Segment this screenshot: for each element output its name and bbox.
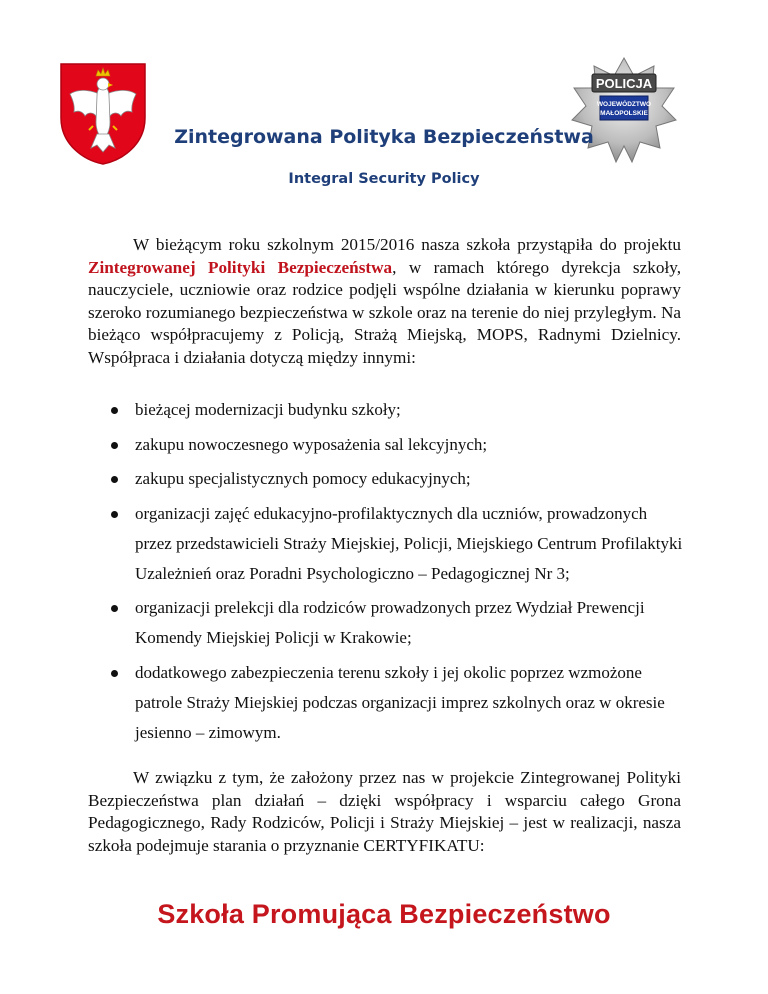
badge-line2-text: MAŁOPOLSKIE [600, 110, 648, 117]
coat-of-arms-logo [57, 60, 149, 166]
list-item: zakupu specjalistycznych pomocy edukacyjnych; [88, 464, 688, 494]
intro-text-part2: , w ramach którego dyrekcja szkoły, nauczyciele, uczniowie oraz rodzice podjęli wspólne działania w kierunku poprawy szeroko rozumianego bezpieczeństwa w szkole oraz na terenie do niej przyległym. Na bieżąco współpracujemy z Policją, Strażą Miejską, MOPS, Radnymi Dzielnicy. Współpraca i działania dotyczą między innymi: [88, 257, 681, 367]
closing-text: W związku z tym, że założony przez nas w projekcie Zintegrowanej Polityki Bezpieczeństwa plan działań – dzięki współpracy i wsparciu całego Grona Pedagogicznego, Rady Rodziców, Policji i Straży Miejskiej – jest w realizacji, nasza szkoła podejmuje starania o przyznanie CERTYFIKATU: [88, 768, 681, 855]
intro-text-part1: W bieżącym roku szkolnym 2015/2016 nasza szkoła przystąpiła do projektu [133, 235, 681, 254]
page-title: Zintegrowana Polityka Bezpieczeństwa [174, 126, 594, 148]
intro-paragraph [88, 234, 681, 370]
list-item: dodatkowego zabezpieczenia terenu szkoły i jej okolic poprzez wzmożone patrole Straży Miejskiej podczas organizacji imprez szkolnych oraz w okresie jesienno – zimowym. [88, 658, 688, 748]
closing-paragraph [88, 767, 681, 857]
list-item: organizacji zajęć edukacyjno-profilaktycznych dla uczniów, prowadzonych przez przedstawicieli Straży Miejskiej, Policji, Miejskiego Centrum Profilaktyki Uzależnień oraz Poradni Psychologiczno – Pedagogicznej Nr 3; [88, 499, 688, 589]
intro-highlight: Zintegrowanej Polityki Bezpieczeństwa [88, 257, 393, 277]
activities-list [88, 395, 688, 752]
badge-top-text: POLICJA [595, 76, 653, 91]
list-item: zakupu nowoczesnego wyposażenia sal lekcyjnych; [88, 430, 688, 460]
page-subtitle: Integral Security Policy [288, 171, 480, 187]
list-item: bieżącej modernizacji budynku szkoły; [88, 395, 688, 425]
badge-line1-text: WOJEWÓDZTWO [596, 101, 652, 108]
list-item: organizacji prelekcji dla rodziców prowadzonych przez Wydział Prewencji Komendy Miejskiej Policji w Krakowie; [88, 593, 688, 653]
certificate-title: Szkoła Promująca Bezpieczeństwo [157, 899, 611, 929]
